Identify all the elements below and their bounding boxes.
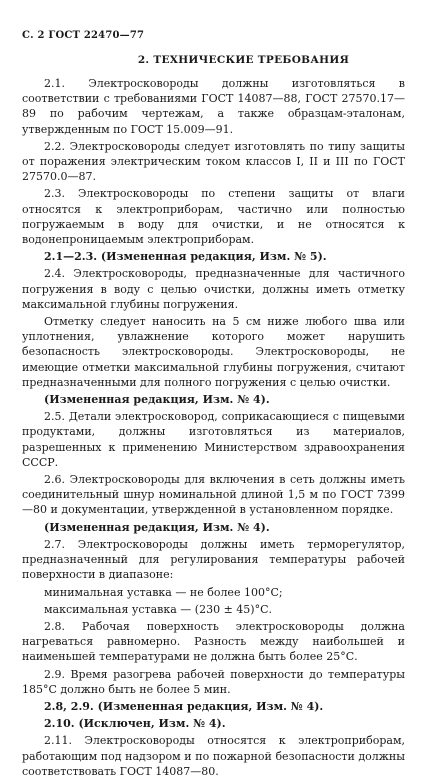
setting-max: максимальная уставка — (230 ± 45)°С.: [44, 602, 272, 616]
paragraph-2-5: 2.5. Детали электросковород, соприкасающиеся с пищевыми продуктами, должны изготовляться из материалов, разрешенных к применению Министерством здравоохранения СССР.: [22, 410, 405, 469]
paragraph-2-9: 2.9. Время разогрева рабочей поверхности до температуры 185°С должно быть не более 5 мин.: [22, 667, 405, 696]
paragraph-2-2: 2.2. Электросковороды следует изготовлять по типу защиты от поражения электрическим током классов I, II и III по ГОСТ 27570.0—87.: [22, 139, 405, 184]
paragraph-2-6: 2.6. Электросковороды для включения в сеть должны иметь соединительный шнур номинальной длиной 1,5 м по ГОСТ 7399—80 и документации, утвержденной в установленном порядке.: [22, 473, 405, 517]
document-body: [22, 76, 405, 779]
paragraph-2-7: 2.7. Электросковороды должны иметь терморегулятор, предназначенный для регулирования температуры рабочей поверхности в диапазоне:: [22, 537, 405, 582]
amendment-note: 2.1—2.3. (Измененная редакция, Изм. № 5).: [44, 250, 327, 264]
paragraph-2-10: 2.10. (Исключен, Изм. № 4).: [44, 717, 226, 731]
paragraph-2-8: 2.8. Рабочая поверхность электросковороды должна нагреваться равномерно. Разность между наибольшей и наименьшей температурами не должна быть более 25°С.: [22, 619, 405, 664]
paragraph-2-3: 2.3. Электросковороды по степени защиты от влаги относятся к электроприборам, частично или полностью погружаемым в воду для очистки, и не относятся к водонепроницаемым электроприборам.: [22, 187, 405, 247]
amendment-note: 2.8, 2.9. (Измененная редакция, Изм. № 4).: [44, 699, 324, 713]
paragraph-2-11: 2.11. Электросковороды относятся к электроприборам, работающим под надзором и по пожарной безопасности должны соответствовать ГОСТ 14087—80.: [22, 734, 405, 778]
running-head: С. 2 ГОСТ 22470—77: [22, 30, 145, 41]
section-title: 2. ТЕХНИЧЕСКИЕ ТРЕБОВАНИЯ: [137, 54, 350, 66]
paragraph-2-4-note: Отметку следует наносить на 5 см ниже любого шва или уплотнения, увлажнение которого может нарушить безопасность электросковороды. Электросковороды, не имеющие отметки максимальной глубины погружения, считают предназначенными для полного погружения с целью очистки.: [22, 315, 405, 389]
paragraph-2-1: 2.1. Электросковороды должны изготовляться в соответствии с требованиями ГОСТ 14087—88, ГОСТ 27570.17—89 по рабочим чертежам, а также образцам-эталонам, утвержденным по ГОСТ 15.009—91.: [22, 77, 405, 136]
paragraph-2-4: 2.4. Электросковороды, предназначенные для частичного погружения в воду с целью очистки, должны иметь отметку максимальной глубины погружения.: [22, 267, 405, 311]
amendment-note: (Измененная редакция, Изм. № 4).: [44, 393, 270, 407]
setting-min: минимальная уставка — не более 100°С;: [44, 585, 283, 599]
amendment-note: (Измененная редакция, Изм. № 4).: [44, 520, 270, 534]
